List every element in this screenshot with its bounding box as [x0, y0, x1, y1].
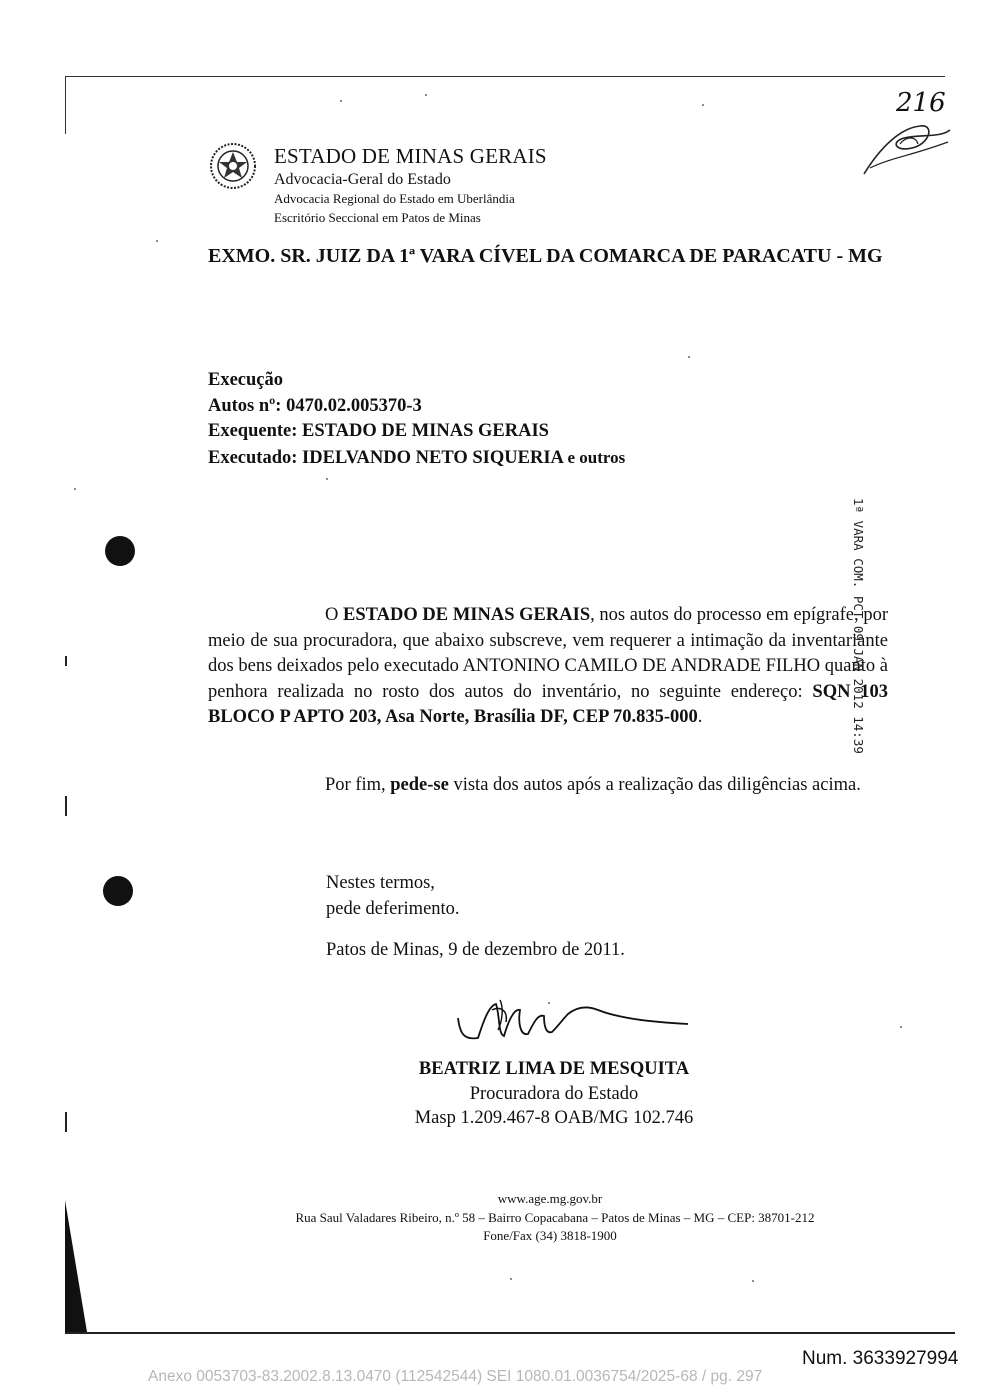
scan-speck — [688, 356, 690, 358]
letterhead-regional-office: Advocacia Regional do Estado em Uberlândia — [274, 191, 515, 206]
scan-border-top — [65, 76, 945, 77]
body-bold-address: SQN 103 BLOCO P APTO 203, Asa Norte, Brasília DF, CEP 70.835-000 — [208, 681, 888, 727]
closing-request-paragraph — [208, 773, 888, 799]
body-text: . — [697, 707, 703, 727]
margin-mark — [65, 796, 67, 816]
body-text: Por fim, — [325, 775, 391, 795]
scan-speck — [510, 1278, 512, 1280]
signatory-name: BEATRIZ LIMA DE MESQUITA — [418, 1059, 690, 1079]
punch-hole-bottom — [103, 876, 133, 906]
annex-reference: Anexo 0053703-83.2002.8.13.0470 (112542544) SEI 1080.01.0036754/2025-68 / pg. 297 — [148, 1368, 763, 1385]
scan-speck — [548, 1002, 550, 1004]
body-bold-request: pede-se — [390, 775, 449, 795]
scan-speck — [156, 240, 158, 242]
plaintiff: ESTADO DE MINAS GERAIS — [302, 421, 549, 441]
closing-formula — [326, 870, 460, 922]
handwritten-page-number: 216 — [896, 88, 946, 118]
document-number: Num. 3633927994 — [802, 1348, 959, 1369]
closing-line-2: pede deferimento. — [326, 899, 460, 919]
punch-hole-top — [105, 536, 135, 566]
state-coat-of-arms-icon — [208, 140, 258, 192]
body-text: vista dos autos após a realização das diligências acima. — [448, 775, 861, 795]
request-paragraph — [208, 603, 888, 731]
footer-address: Rua Saul Valadares Ribeiro, n.º 58 – Bairro Copacabana – Patos de Minas – MG – CEP: 38701-212 — [295, 1210, 815, 1225]
scan-speck — [74, 488, 76, 490]
handwritten-signature — [448, 996, 698, 1056]
scan-shadow-corner — [65, 1200, 87, 1332]
case-header — [208, 368, 625, 471]
defendant-line — [208, 445, 625, 472]
body-bold-party: ESTADO DE MINAS GERAIS — [343, 605, 591, 625]
scan-border-left — [65, 76, 66, 134]
addressee: EXMO. SR. JUIZ DA 1ª VARA CÍVEL DA COMARCA DE PARACATU - MG — [208, 245, 883, 267]
footer-website: www.age.mg.gov.br — [497, 1191, 603, 1206]
margin-mark — [65, 1112, 67, 1132]
court-receipt-stamp: 1ª VARA COM. PCT 09 JAN 2012 14:39 — [851, 498, 866, 754]
case-type: Execução — [208, 370, 284, 390]
closing-line-1: Nestes termos, — [326, 873, 435, 893]
signatory-registration: Masp 1.209.467-8 OAB/MG 102.746 — [414, 1108, 694, 1128]
letterhead-title: ESTADO DE MINAS GERAIS — [274, 144, 547, 168]
margin-mark — [65, 656, 67, 666]
scan-speck — [752, 1280, 754, 1282]
case-number-label: Autos nº: — [208, 395, 282, 416]
handwritten-initials — [860, 108, 952, 180]
case-number: 0470.02.005370-3 — [286, 395, 422, 416]
scan-speck — [702, 104, 704, 106]
defendant: IDELVANDO NETO SIQUERIA — [302, 447, 563, 468]
signatory-role: Procuradora do Estado — [469, 1084, 639, 1104]
case-number-line — [208, 394, 625, 420]
scan-border-bottom — [65, 1332, 955, 1334]
letterhead-agency: Advocacia-Geral do Estado — [274, 171, 451, 188]
footer-phone: Fone/Fax (34) 3818-1900 — [483, 1228, 617, 1243]
body-text: O — [325, 605, 344, 625]
letterhead-section-office: Escritório Seccional em Patos de Minas — [274, 210, 481, 225]
plaintiff-label: Exequente: — [208, 421, 298, 441]
defendant-label: Executado: — [208, 447, 298, 468]
place-and-date: Patos de Minas, 9 de dezembro de 2011. — [326, 940, 625, 960]
scan-speck — [326, 478, 328, 480]
scan-speck — [425, 94, 427, 96]
defendant-suffix: e outros — [567, 447, 626, 467]
scan-speck — [900, 1026, 902, 1028]
scan-speck — [340, 100, 342, 102]
plaintiff-line — [208, 419, 625, 445]
body-text: , nos autos do processo em epígrafe, por meio de sua procuradora, que abaixo subscreve, vem requerer a intimação da inventariante dos bens deixados pelo executado ANTONINO CAMILO DE ANDRADE FILHO quanto à penhora realizada no rosto dos autos do inventário, no seguinte endereço: — [208, 605, 888, 702]
